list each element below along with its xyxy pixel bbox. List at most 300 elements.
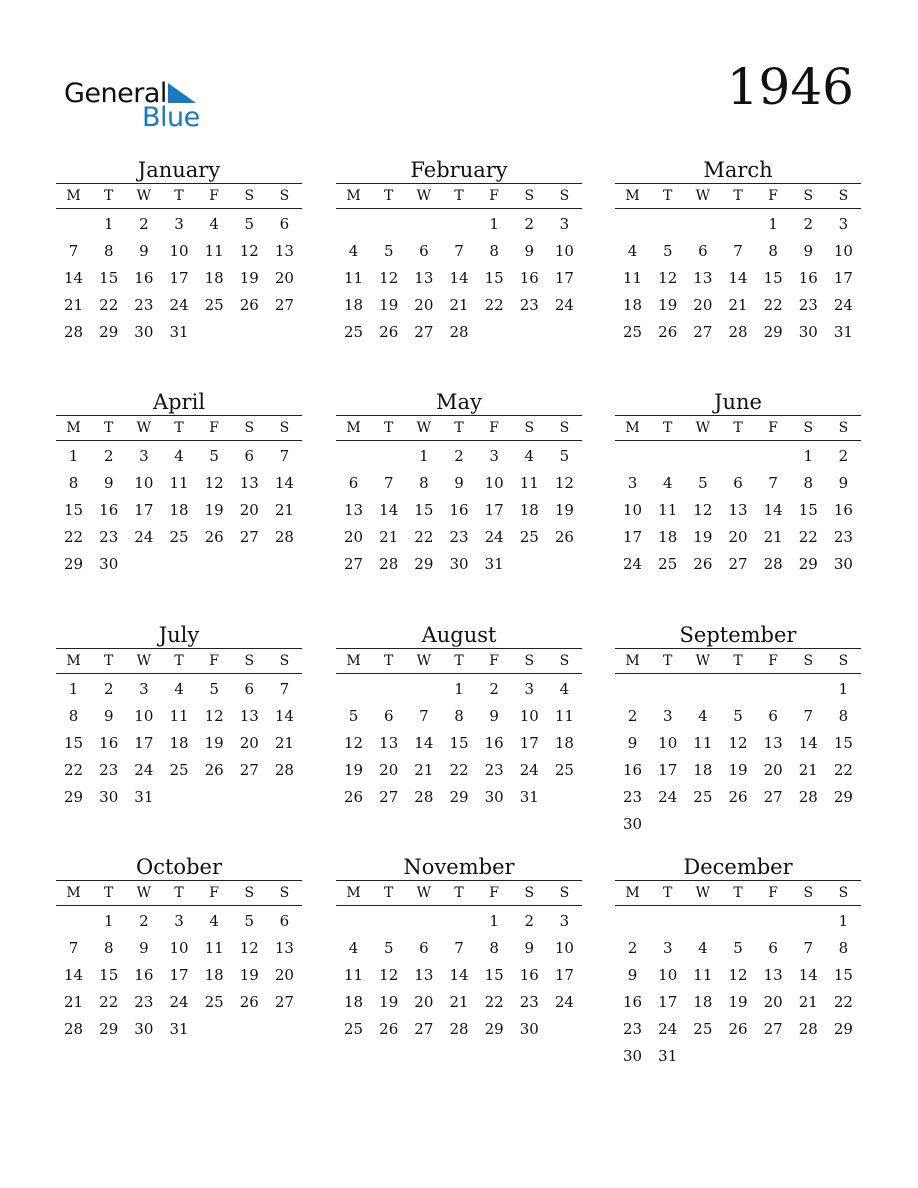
- weekday-header: M: [66, 188, 81, 204]
- day-cell: 3: [627, 474, 638, 492]
- weekday-header: S: [803, 653, 814, 669]
- day-cell: 5: [209, 680, 219, 698]
- day-cell: 27: [239, 528, 259, 546]
- day-cell: 9: [524, 939, 535, 957]
- day-cell: 2: [627, 939, 638, 957]
- weekday-header: W: [136, 188, 152, 204]
- day-cell: 14: [798, 966, 818, 984]
- day-cell: 29: [99, 323, 119, 341]
- day-cell: 2: [139, 912, 149, 930]
- day-cell: 28: [728, 323, 748, 341]
- day-cell: 27: [239, 761, 259, 779]
- day-cell: 8: [489, 939, 499, 957]
- day-cell: 4: [559, 680, 570, 698]
- day-cell: 3: [489, 447, 499, 465]
- day-cell: 11: [204, 242, 224, 260]
- day-cell: 6: [419, 939, 429, 957]
- day-cell: 3: [139, 680, 149, 698]
- day-cell: 21: [763, 528, 783, 546]
- weekday-header: F: [209, 420, 219, 436]
- day-cell: 7: [454, 242, 464, 260]
- empty-day-cell: [406, 908, 441, 935]
- weekday-header: M: [625, 188, 640, 204]
- day-cell: 3: [174, 215, 184, 233]
- day-cell: 22: [449, 761, 469, 779]
- day-cell: 17: [169, 269, 189, 287]
- day-cell: 26: [204, 528, 224, 546]
- day-cell: 7: [279, 447, 290, 465]
- day-cell: 15: [798, 501, 818, 519]
- day-cell: 17: [134, 501, 154, 519]
- day-cell: 29: [64, 555, 84, 573]
- weekday-header: S: [279, 420, 290, 436]
- day-cell: 21: [379, 528, 399, 546]
- weekday-header: S: [559, 420, 570, 436]
- weekday-header: S: [279, 653, 290, 669]
- day-cell: 7: [768, 474, 778, 492]
- day-cell: 11: [169, 707, 189, 725]
- day-cell: 5: [698, 474, 708, 492]
- weekday-header: S: [279, 885, 290, 901]
- day-cell: 19: [658, 296, 678, 314]
- empty-day-cell: [756, 908, 791, 935]
- day-cell: 7: [419, 707, 429, 725]
- day-cell: 26: [379, 323, 399, 341]
- day-cell: 28: [763, 555, 783, 573]
- weekday-header: T: [384, 188, 394, 204]
- day-cell: 7: [454, 939, 464, 957]
- day-cell: 16: [519, 966, 539, 984]
- day-cell: 28: [64, 1020, 84, 1038]
- day-grid: [56, 676, 302, 811]
- empty-day-cell: [615, 211, 650, 238]
- month-title: May: [436, 390, 482, 414]
- brand-logo: [64, 76, 214, 136]
- weekday-header: M: [66, 653, 81, 669]
- weekday-header: W: [136, 885, 152, 901]
- day-cell: 20: [414, 296, 434, 314]
- day-cell: 24: [658, 1020, 678, 1038]
- weekday-header: M: [346, 188, 361, 204]
- day-cell: 10: [554, 939, 574, 957]
- month-april: [56, 389, 302, 578]
- day-cell: 1: [768, 215, 778, 233]
- day-cell: 20: [274, 966, 294, 984]
- empty-day-cell: [615, 443, 650, 470]
- day-cell: 20: [379, 761, 399, 779]
- day-cell: 1: [489, 912, 499, 930]
- weekday-header: S: [279, 188, 290, 204]
- day-cell: 9: [838, 474, 849, 492]
- day-cell: 12: [728, 734, 748, 752]
- day-cell: 17: [519, 734, 539, 752]
- day-cell: 22: [99, 993, 119, 1011]
- day-cell: 15: [414, 501, 434, 519]
- day-cell: 16: [833, 501, 853, 519]
- weekday-header: T: [104, 653, 114, 669]
- day-cell: 4: [209, 215, 219, 233]
- day-cell: 17: [833, 269, 853, 287]
- weekday-header: S: [559, 188, 570, 204]
- day-cell: 6: [733, 474, 743, 492]
- weekday-header: S: [524, 420, 535, 436]
- day-cell: 7: [279, 680, 290, 698]
- day-cell: 8: [103, 242, 114, 260]
- day-cell: 16: [99, 734, 119, 752]
- day-cell: 5: [559, 447, 570, 465]
- day-cell: 27: [274, 993, 294, 1011]
- day-grid: [615, 908, 861, 1070]
- day-cell: 1: [803, 447, 814, 465]
- day-cell: 28: [274, 761, 294, 779]
- day-cell: 10: [833, 242, 853, 260]
- day-cell: 12: [204, 474, 224, 492]
- empty-day-cell: [441, 908, 476, 935]
- day-cell: 28: [798, 788, 818, 806]
- day-cell: 20: [693, 296, 713, 314]
- day-cell: 9: [627, 734, 638, 752]
- day-cell: 3: [139, 447, 149, 465]
- day-cell: 25: [204, 296, 224, 314]
- day-cell: 15: [449, 734, 469, 752]
- day-cell: 19: [239, 269, 259, 287]
- day-cell: 21: [798, 993, 818, 1011]
- day-grid: [336, 908, 582, 1043]
- day-cell: 1: [68, 447, 79, 465]
- day-cell: 10: [169, 939, 189, 957]
- day-cell: 23: [623, 788, 643, 806]
- empty-day-cell: [720, 443, 755, 470]
- weekday-header: T: [733, 420, 743, 436]
- day-cell: 20: [763, 761, 783, 779]
- day-cell: 18: [169, 734, 189, 752]
- weekday-header-row: [336, 648, 582, 674]
- empty-day-cell: [56, 211, 91, 238]
- day-cell: 14: [274, 474, 294, 492]
- day-cell: 22: [833, 761, 853, 779]
- day-cell: 28: [449, 1020, 469, 1038]
- day-cell: 22: [99, 296, 119, 314]
- day-cell: 8: [803, 474, 814, 492]
- day-cell: 18: [554, 734, 574, 752]
- day-cell: 16: [134, 269, 154, 287]
- day-cell: 24: [169, 296, 189, 314]
- day-cell: 10: [554, 242, 574, 260]
- day-cell: 17: [554, 966, 574, 984]
- day-cell: 6: [279, 912, 290, 930]
- day-cell: 16: [484, 734, 504, 752]
- day-cell: 12: [344, 734, 364, 752]
- day-cell: 7: [383, 474, 394, 492]
- month-october: [56, 854, 302, 1043]
- weekday-header: T: [104, 420, 114, 436]
- day-cell: 1: [68, 680, 79, 698]
- empty-day-cell: [756, 443, 791, 470]
- empty-day-cell: [650, 676, 685, 703]
- weekday-header-row: [615, 648, 861, 674]
- weekday-header: M: [625, 653, 640, 669]
- empty-day-cell: [650, 443, 685, 470]
- day-cell: 11: [344, 966, 364, 984]
- day-cell: 17: [658, 993, 678, 1011]
- day-cell: 30: [798, 323, 818, 341]
- day-cell: 2: [524, 215, 535, 233]
- empty-day-cell: [756, 676, 791, 703]
- day-cell: 18: [693, 761, 713, 779]
- month-november: [336, 854, 582, 1043]
- day-cell: 13: [344, 501, 364, 519]
- day-cell: 29: [763, 323, 783, 341]
- weekday-header: T: [174, 653, 184, 669]
- month-title: April: [152, 390, 206, 414]
- day-cell: 2: [489, 680, 499, 698]
- day-cell: 24: [554, 993, 574, 1011]
- weekday-header-row: [336, 183, 582, 209]
- day-cell: 31: [658, 1047, 678, 1065]
- empty-day-cell: [720, 908, 755, 935]
- weekday-header: S: [559, 885, 570, 901]
- month-title: August: [421, 623, 497, 647]
- weekday-header: S: [803, 885, 814, 901]
- day-cell: 6: [768, 707, 778, 725]
- day-cell: 21: [64, 296, 84, 314]
- weekday-header: S: [838, 885, 849, 901]
- day-cell: 24: [484, 528, 504, 546]
- day-cell: 3: [174, 912, 184, 930]
- day-cell: 1: [419, 447, 429, 465]
- weekday-header-row: [56, 415, 302, 441]
- day-cell: 22: [484, 993, 504, 1011]
- weekday-header: S: [244, 653, 255, 669]
- day-cell: 1: [838, 912, 849, 930]
- weekday-header: T: [454, 653, 464, 669]
- day-cell: 23: [484, 761, 504, 779]
- day-cell: 19: [728, 993, 748, 1011]
- day-cell: 14: [798, 734, 818, 752]
- weekday-header: F: [209, 188, 219, 204]
- day-cell: 29: [64, 788, 84, 806]
- day-cell: 11: [658, 501, 678, 519]
- day-cell: 31: [169, 323, 189, 341]
- day-cell: 20: [239, 501, 259, 519]
- day-cell: 2: [838, 447, 849, 465]
- day-cell: 29: [484, 1020, 504, 1038]
- day-cell: 27: [693, 323, 713, 341]
- month-title: November: [403, 855, 515, 879]
- day-cell: 27: [344, 555, 364, 573]
- day-cell: 17: [484, 501, 504, 519]
- weekday-header: T: [663, 188, 673, 204]
- day-cell: 29: [449, 788, 469, 806]
- day-cell: 15: [833, 966, 853, 984]
- day-cell: 22: [414, 528, 434, 546]
- day-cell: 9: [139, 939, 149, 957]
- month-june: [615, 389, 861, 578]
- day-cell: 27: [414, 323, 434, 341]
- weekday-header: S: [524, 885, 535, 901]
- day-cell: 23: [134, 993, 154, 1011]
- day-cell: 23: [134, 296, 154, 314]
- weekday-header: S: [524, 188, 535, 204]
- weekday-header-row: [615, 415, 861, 441]
- day-cell: 24: [658, 788, 678, 806]
- day-cell: 25: [658, 555, 678, 573]
- day-cell: 23: [519, 296, 539, 314]
- weekday-header: S: [838, 653, 849, 669]
- day-cell: 2: [103, 680, 114, 698]
- day-cell: 12: [658, 269, 678, 287]
- day-cell: 30: [99, 555, 119, 573]
- weekday-header: S: [559, 653, 570, 669]
- day-cell: 10: [134, 707, 154, 725]
- year-title: 1946: [726, 58, 854, 116]
- day-cell: 5: [244, 912, 255, 930]
- day-cell: 18: [658, 528, 678, 546]
- day-cell: 3: [662, 939, 673, 957]
- day-cell: 13: [379, 734, 399, 752]
- weekday-header: F: [489, 420, 499, 436]
- day-cell: 3: [524, 680, 535, 698]
- weekday-header: M: [346, 653, 361, 669]
- day-cell: 20: [344, 528, 364, 546]
- day-cell: 15: [484, 966, 504, 984]
- day-cell: 19: [204, 734, 224, 752]
- day-cell: 9: [627, 966, 638, 984]
- day-cell: 30: [833, 555, 853, 573]
- day-cell: 22: [64, 528, 84, 546]
- day-cell: 27: [763, 1020, 783, 1038]
- day-cell: 15: [64, 734, 84, 752]
- day-cell: 26: [239, 296, 259, 314]
- month-title: December: [683, 855, 793, 879]
- weekday-header: M: [66, 885, 81, 901]
- day-cell: 15: [99, 966, 119, 984]
- day-cell: 10: [519, 707, 539, 725]
- day-cell: 4: [627, 242, 638, 260]
- day-cell: 30: [449, 555, 469, 573]
- empty-day-cell: [336, 211, 371, 238]
- day-cell: 19: [239, 966, 259, 984]
- day-cell: 14: [64, 966, 84, 984]
- day-cell: 22: [798, 528, 818, 546]
- month-title: October: [136, 855, 222, 879]
- empty-day-cell: [650, 908, 685, 935]
- day-cell: 27: [763, 788, 783, 806]
- day-cell: 17: [658, 761, 678, 779]
- day-cell: 4: [698, 707, 708, 725]
- empty-day-cell: [685, 676, 720, 703]
- day-cell: 29: [414, 555, 434, 573]
- weekday-header: W: [416, 420, 432, 436]
- empty-day-cell: [685, 908, 720, 935]
- day-cell: 19: [728, 761, 748, 779]
- weekday-header-row: [56, 880, 302, 906]
- weekday-header: S: [803, 420, 814, 436]
- day-cell: 4: [524, 447, 535, 465]
- day-cell: 28: [449, 323, 469, 341]
- day-cell: 17: [623, 528, 643, 546]
- day-grid: [56, 443, 302, 578]
- day-cell: 13: [763, 734, 783, 752]
- brand-word-general: General: [64, 78, 167, 109]
- month-december: [615, 854, 861, 1070]
- day-cell: 13: [414, 269, 434, 287]
- day-cell: 25: [623, 323, 643, 341]
- day-cell: 4: [662, 474, 673, 492]
- month-title: July: [158, 623, 200, 647]
- empty-day-cell: [685, 443, 720, 470]
- weekday-header: W: [416, 885, 432, 901]
- empty-day-cell: [720, 211, 755, 238]
- empty-day-cell: [336, 676, 371, 703]
- day-cell: 10: [658, 734, 678, 752]
- empty-day-cell: [615, 908, 650, 935]
- day-grid: [615, 443, 861, 578]
- weekday-header: F: [768, 885, 778, 901]
- day-cell: 5: [244, 215, 255, 233]
- day-cell: 21: [274, 734, 294, 752]
- day-cell: 21: [274, 501, 294, 519]
- day-cell: 16: [798, 269, 818, 287]
- weekday-header: S: [244, 420, 255, 436]
- day-cell: 7: [803, 707, 814, 725]
- day-grid: [336, 676, 582, 811]
- weekday-header: S: [838, 420, 849, 436]
- weekday-header: T: [384, 653, 394, 669]
- weekday-header: F: [768, 653, 778, 669]
- day-cell: 15: [833, 734, 853, 752]
- day-cell: 30: [519, 1020, 539, 1038]
- weekday-header: T: [174, 420, 184, 436]
- day-cell: 15: [99, 269, 119, 287]
- empty-day-cell: [720, 676, 755, 703]
- day-cell: 25: [693, 788, 713, 806]
- day-cell: 8: [838, 707, 849, 725]
- empty-day-cell: [371, 676, 406, 703]
- day-cell: 23: [99, 528, 119, 546]
- day-cell: 11: [344, 269, 364, 287]
- day-cell: 26: [728, 788, 748, 806]
- day-cell: 27: [728, 555, 748, 573]
- day-cell: 21: [449, 993, 469, 1011]
- day-cell: 6: [244, 680, 255, 698]
- day-cell: 6: [348, 474, 359, 492]
- empty-day-cell: [791, 676, 826, 703]
- day-cell: 6: [698, 242, 708, 260]
- day-cell: 22: [64, 761, 84, 779]
- day-cell: 25: [169, 761, 189, 779]
- weekday-header: F: [489, 188, 499, 204]
- weekday-header: T: [663, 653, 673, 669]
- day-cell: 12: [693, 501, 713, 519]
- day-cell: 16: [519, 269, 539, 287]
- weekday-header: F: [489, 885, 499, 901]
- month-title: June: [714, 390, 762, 414]
- day-cell: 30: [99, 788, 119, 806]
- weekday-header: S: [244, 885, 255, 901]
- day-cell: 9: [139, 242, 149, 260]
- day-cell: 18: [519, 501, 539, 519]
- day-cell: 20: [728, 528, 748, 546]
- day-cell: 5: [733, 707, 743, 725]
- day-cell: 16: [449, 501, 469, 519]
- day-cell: 7: [68, 242, 79, 260]
- day-cell: 26: [693, 555, 713, 573]
- day-cell: 30: [623, 1047, 643, 1065]
- day-cell: 1: [454, 680, 464, 698]
- empty-day-cell: [685, 211, 720, 238]
- day-cell: 24: [554, 296, 574, 314]
